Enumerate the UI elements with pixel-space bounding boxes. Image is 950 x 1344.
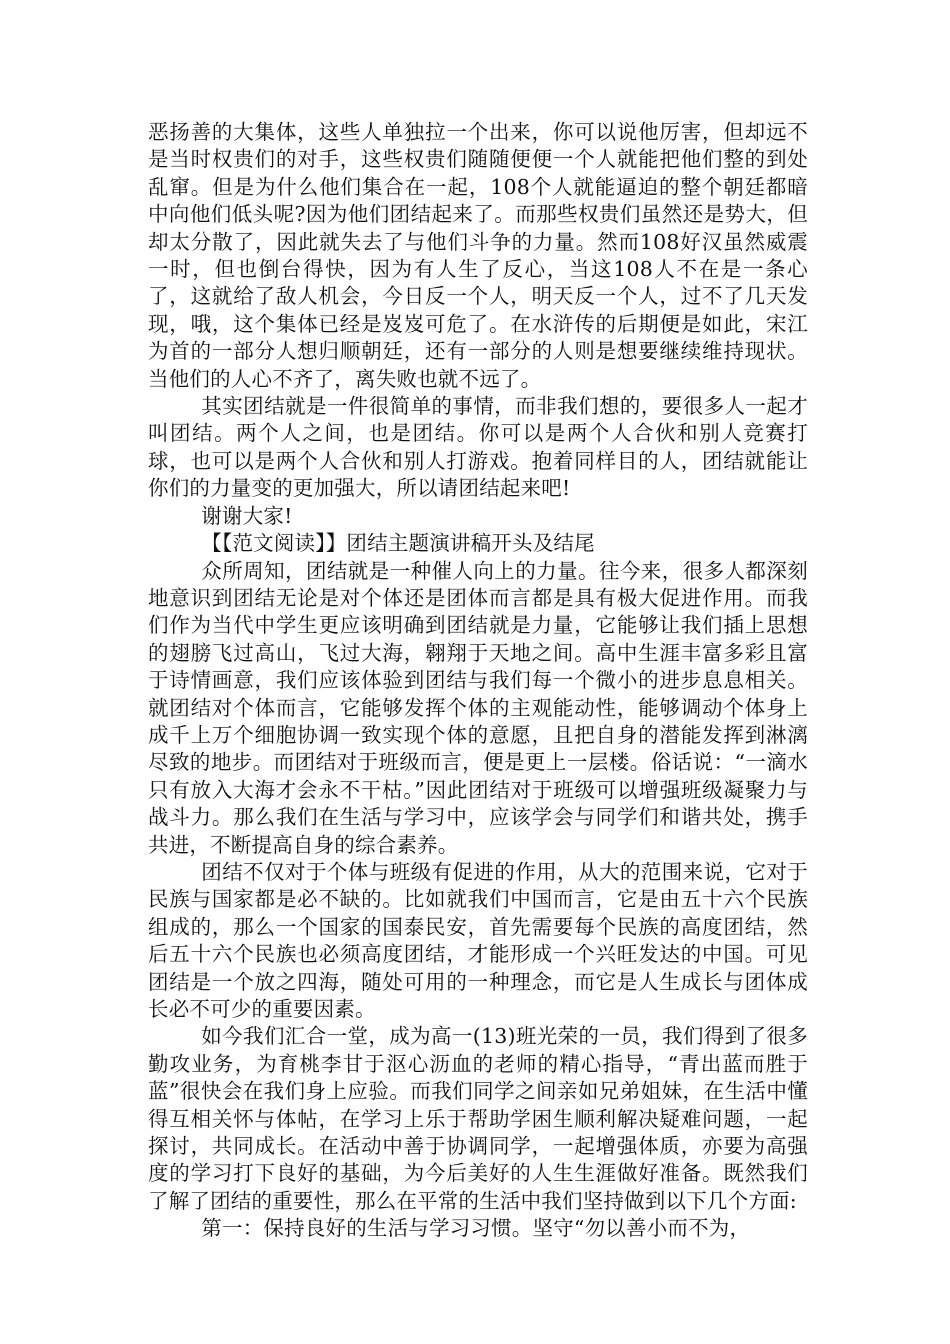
- paragraph-class: 如今我们汇合一堂，成为高一(13)班光荣的一员，我们得到了很多勤攻业务，为育桃李甘于沤心沥血的老师的精心指导，“青出蓝而胜于蓝”很快会在我们身上应验。而我们同学之间亲如兄弟姐妹，在生活中懂得互相关怀与体帖，在学习上乐于帮助学困生顺利解决疑难问题，一起探讨，共同成长。在活动中善于协调同学，一起增强体质，亦要为高强度的学习打下良好的基础，为今后美好的人生生涯做好准备。既然我们了解了团结的重要性，那么在平常的生活中我们坚持做到以下几个方面:: [148, 1024, 808, 1213]
- paragraph-first-point: 第一：保持良好的生活与学习习惯。坚守“勿以善小而不为，: [201, 1216, 751, 1241]
- section-heading: 【【范文阅读】】团结主题演讲稿开头及结尾: [201, 531, 595, 556]
- paragraph-thanks: 谢谢大家!: [201, 503, 293, 528]
- paragraph-unity-simple: 其实团结就是一件很简单的事情，而非我们想的，要很多人一起才叫团结。两个人之间，也是团结。你可以是两个人合伙和别人竞赛打球，也可以是两个人合伙和别人打游戏。抱着同样目的人，团结就能让你们的力量变的更加强大，所以请团结起来吧!: [148, 394, 808, 501]
- paragraph-nation: 团结不仅对于个体与班级有促进的作用，从大的范围来说，它对于民族与国家都是必不缺的。比如就我们中国而言，它是由五十六个民族组成的，那么一个国家的国泰民安，首先需要每个民族的高度团结，然后五十六个民族也必须高度团结，才能形成一个兴旺发达的中国。可见团结是一个放之四海，随处可用的一种理念，而它是人生成长与团体成长必不可少的重要因素。: [148, 859, 808, 1021]
- document-body: [148, 119, 808, 1243]
- paragraph-intro: 众所周知，团结就是一种催人向上的力量。往今来，很多人都深刻地意识到团结无论是对个体还是团体而言都是具有极大促进作用。而我们作为当代中学生更应该明确到团结就是力量，它能够让我们插上思想的翅膀飞过高山，飞过大海，翱翔于天地之间。高中生涯丰富多彩且富于诗情画意，我们应该体验到团结与我们每一个微小的进步息息相关。就团结对个体而言，它能够发挥个体的主观能动性，能够调动个体身上成千上万个细胞协调一致实现个体的意愿，且把自身的潜能发挥到淋漓尽致的地步。而团结对于班级而言，便是更上一层楼。俗话说：“一滴水只有放入大海才会永不干枯。”因此团结对于班级可以增强班级凝聚力与战斗力。那么我们在生活与学习中，应该学会与同学们和谐共处，携手共进，不断提高自身的综合素养。: [148, 558, 808, 857]
- paragraph-continuation: 恶扬善的大集体，这些人单独拉一个出来，你可以说他厉害，但却远不是当时权贵们的对手，这些权贵们随随便便一个人就能把他们整的到处乱窜。但是为什么他们集合在一起，108个人就能逼迫的整个朝廷都暗中向他们低头呢?因为他们团结起来了。而那些权贵们虽然还是势大，但却太分散了，因此就失去了与他们斗争的力量。然而108好汉虽然威震一时，但也倒台得快，因为有人生了反心，当这108人不在是一条心了，这就给了敌人机会，今日反一个人，明天反一个人，过不了几天发现，哦，这个集体已经是岌岌可危了。在水浒传的后期便是如此，宋江为首的一部分人想归顺朝廷，还有一部分的人则是想要继续维持现状。当他们的人心不齐了，离失败也就不远了。: [148, 120, 808, 391]
